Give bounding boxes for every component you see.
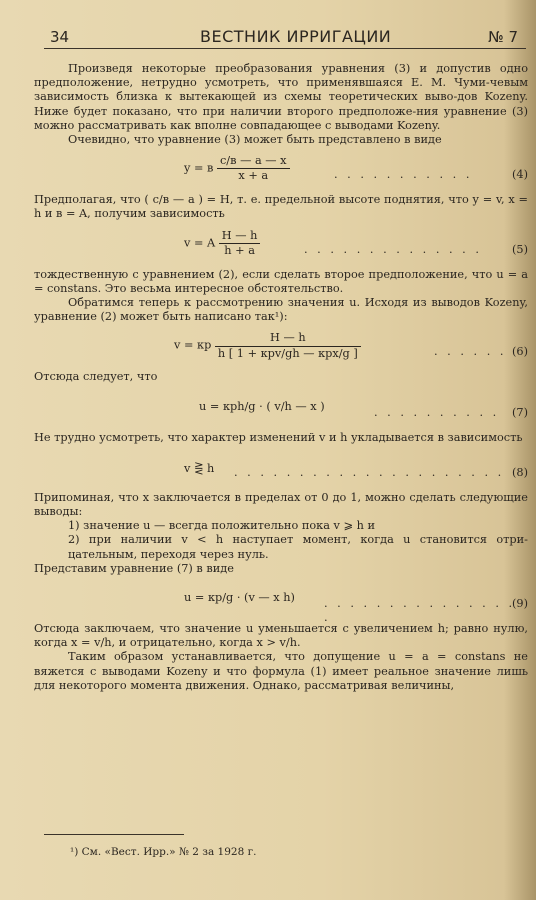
paragraph: Отсюда заключаем, что значение u уменьшается с увеличением h; равно нулю, когда x = v/h, и отрицательно, когда x > v/h. (34, 622, 528, 650)
paragraph: Таким образом устанавливается, что допущение u = a = constans не вяжется с выводами Kozeny и что формула (1) имеет реальное значение лишь для некоторого момента движения. Однако, рассматривая величины, (34, 650, 528, 692)
paragraph: Представим уравнение (7) в виде (34, 561, 234, 575)
equation-number: (4) (511, 168, 528, 182)
paragraph: Предполагая, что ( c/в — a ) = H, т. е. предельной высоте поднятия, что y = v, x = h и в = A, получим зависимость (34, 193, 528, 221)
header-rule (44, 48, 526, 49)
equation-8: v ⋛ h . . . . . . . . . . . . . . . . . . . . . (8) (184, 461, 528, 479)
paragraph: тождественную с уравнением (2), если сделать второе предположение, что u = a = constans. Это весьма интересное обстоятельство. (34, 267, 528, 295)
equation-9: u = кp/g · (v — x h) . . . . . . . . . . . . . . . . (9) (184, 591, 528, 625)
equation-7: u = кph/g · ( v/h — x ) . . . . . . . . . . (7) (199, 399, 528, 419)
issue-number: № 7 (488, 28, 518, 46)
footnote: ¹) См. «Вест. Ирр.» № 2 за 1928 г. (70, 846, 257, 858)
journal-title: ВЕСТНИК ИРРИГАЦИИ (200, 27, 392, 46)
equation-number: (9) (511, 597, 528, 611)
equation-number: (7) (511, 405, 528, 419)
paragraph: Обратимся теперь к рассмотрению значения u. Исходя из выводов Kozeny, уравнение (2) может быть написано так¹): (34, 296, 528, 324)
page-header (50, 26, 522, 48)
list-item: 1) значение u — всегда положительно пока v ⩾ h и (68, 519, 375, 533)
paragraph: Припоминая, что x заключается в пределах от 0 до 1, можно сделать следующие выводы: (34, 490, 528, 519)
paragraph: Очевидно, что уравнение (3) может быть представлено в виде (68, 133, 442, 147)
article-body (34, 62, 528, 693)
page-number: 34 (50, 28, 70, 46)
equation-number: (8) (511, 465, 528, 479)
equation-number: (6) (511, 345, 528, 359)
equation-number: (5) (511, 242, 528, 256)
paragraph: Отсюда следует, что (34, 370, 158, 384)
equation-5: v = A $\frac{H — h}{h + a}$ . . . . . . . . . . . . . . (5) (184, 228, 528, 257)
equation-6: v = кp $\frac{H — h}{\text{h [ 1 + кpv/gh — кpx/g ]}}$ . . . . . . (6) (174, 331, 528, 360)
paragraph: Произведя некоторые преобразования уравнения (3) и допустив одно предположение, нетрудно усмотреть, что применявшаяся Е. М. Чуми-чевым зависимость близка к вытекающей из схемы теоретических выво-дов Kozeny. Ниже будет показано, что при наличии второго предположе-ния уравнение (3) можно рассматривать как вполне совпадающее с выводами Kozeny. (34, 62, 528, 132)
list-item: 2) при наличии v < h наступает момент, когда u становится отри-цательным, переходя через нуль. (68, 533, 528, 561)
paragraph: Не трудно усмотреть, что характер изменений v и h укладывается в зависимость (34, 430, 523, 444)
equation-4: y = в $\frac{c/в — a — x}{x + a}$ . . . . . . . . . . . (4) (184, 154, 528, 183)
footnote-rule (44, 834, 184, 835)
